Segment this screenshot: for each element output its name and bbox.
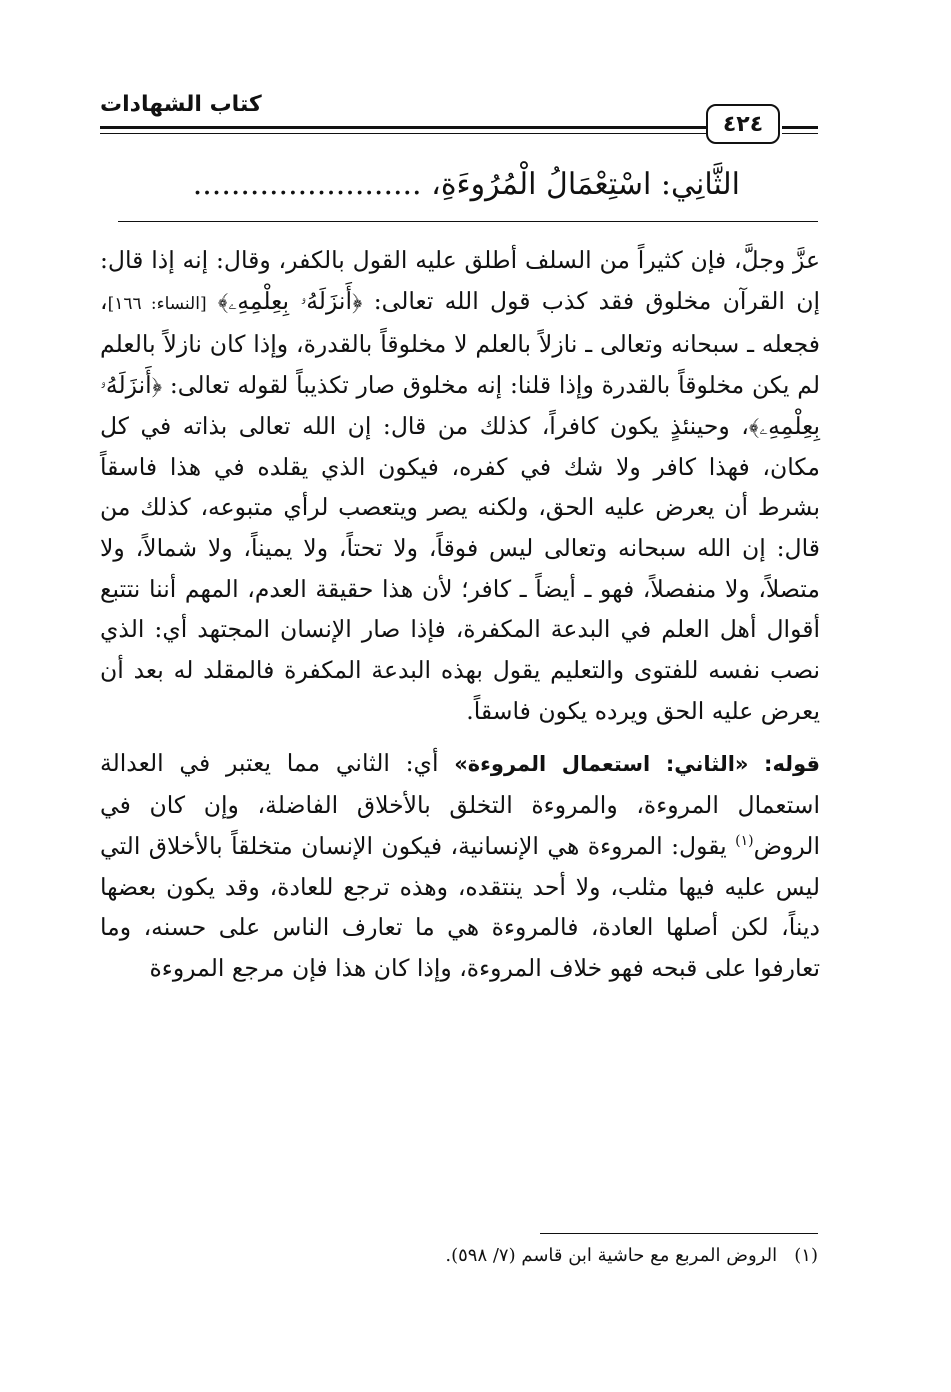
matn-dots: ........................ [192,167,422,202]
quoted-keyword: قوله: «الثاني: استعمال المروءة» [454,752,820,777]
footnote [300,1240,818,1272]
matn-line [100,160,740,210]
text-run: عزَّ وجلَّ، فإن كثيراً من السلف أطلق عليه القول بالكفر، وقال: إنه إذا قال: إن القرآن مخلوق فقد كذب قول الله تعالى: [100,246,820,315]
quran-verse: ﴿أَنزَلَهُۥ بِعِلْمِهِۦ﴾ [217,286,363,315]
header-rule-right [782,126,818,134]
header-rule-left [100,126,706,134]
matn-text: الثَّانِي: اسْتِعْمَالُ الْمُرُوءَةِ، [431,167,740,202]
footnote-separator [540,1233,818,1234]
text-run [207,287,218,315]
commentary-paragraph-2 [100,743,820,988]
text-run: يقول: المروءة هي الإنسانية، فيكون الإنسان متخلقاً بالأخلاق التي ليس عليه فيها مثلب، ولا أحد ينتقده، وهذه ترجع للعادة، وقد يكون بعضها ديناً، لكن أصلها العادة، فالمروءة هي ما تعارف الناس على حسنه، وما تعارفوا على قبحه فهو خلاف المروءة، وإذا كان هذا فإن مرجع المروءة [100,831,820,982]
footnote-number: (١) [794,1245,818,1266]
footnote-text: الروض المربع مع حاشية ابن قاسم (٧/ ٥٩٨). [445,1245,778,1266]
running-header-title: كتاب الشهادات [100,92,262,117]
text-run: أي: الثاني مما يعتبر في العدالة استعمال المروءة، والمروءة التخلق بالأخلاق الفاضلة، وإن كان في الروض [100,749,820,860]
commentary-paragraph-1 [100,240,820,731]
matn-separator [118,221,818,222]
text-run: ، وحينئذٍ يكون كافراً، كذلك من قال: إن الله تعالى بذاته في كل مكان، فهذا كافر ولا شك في كفره، فيكون الذي يقلده في هذا فاسقاً بشرط أن يعرض عليه الحق، ولكنه يصر ويتعصب لرأي متبوعه، كذلك من قال: إن الله سبحانه وتعالى ليس فوقاً، ولا تحتاً، ولا يميناً، ولا شمالاً، ولا متصلاً، ولا منفصلاً، فهو ـ أيضاً ـ كافر؛ لأن هذا حقيقة العدم، المهم أننا نتتبع أقوال أهل العلم في البدعة المكفرة، فإذا صار الإنسان المجتهد أي: الذي نصب نفسه للفتوى والتعليم يقول بهذه البدعة المكفرة فالمقلد له بعد أن يعرض عليه الحق ويرده يكون فاسقاً. [100,411,820,725]
quran-verse: ﴿أَنزَلَهُۥ بِعِلْمِهِۦ﴾ [100,371,820,440]
commentary-body [100,240,820,989]
footnote-marker[interactable]: (١) [735,833,754,850]
verse-reference: [النساء: ١٦٦] [107,293,207,314]
text-run: ، فجعله ـ سبحانه وتعالى ـ نازلاً بالعلم لا مخلوقاً بالقدرة، وإذا كان نازلاً بالعلم لم يكن مخلوقاً بالقدرة وإذا قلنا: إنه مخلوق صار تكذيباً لقوله تعالى: [100,286,820,400]
page-number: ٤٢٤ [706,104,780,144]
